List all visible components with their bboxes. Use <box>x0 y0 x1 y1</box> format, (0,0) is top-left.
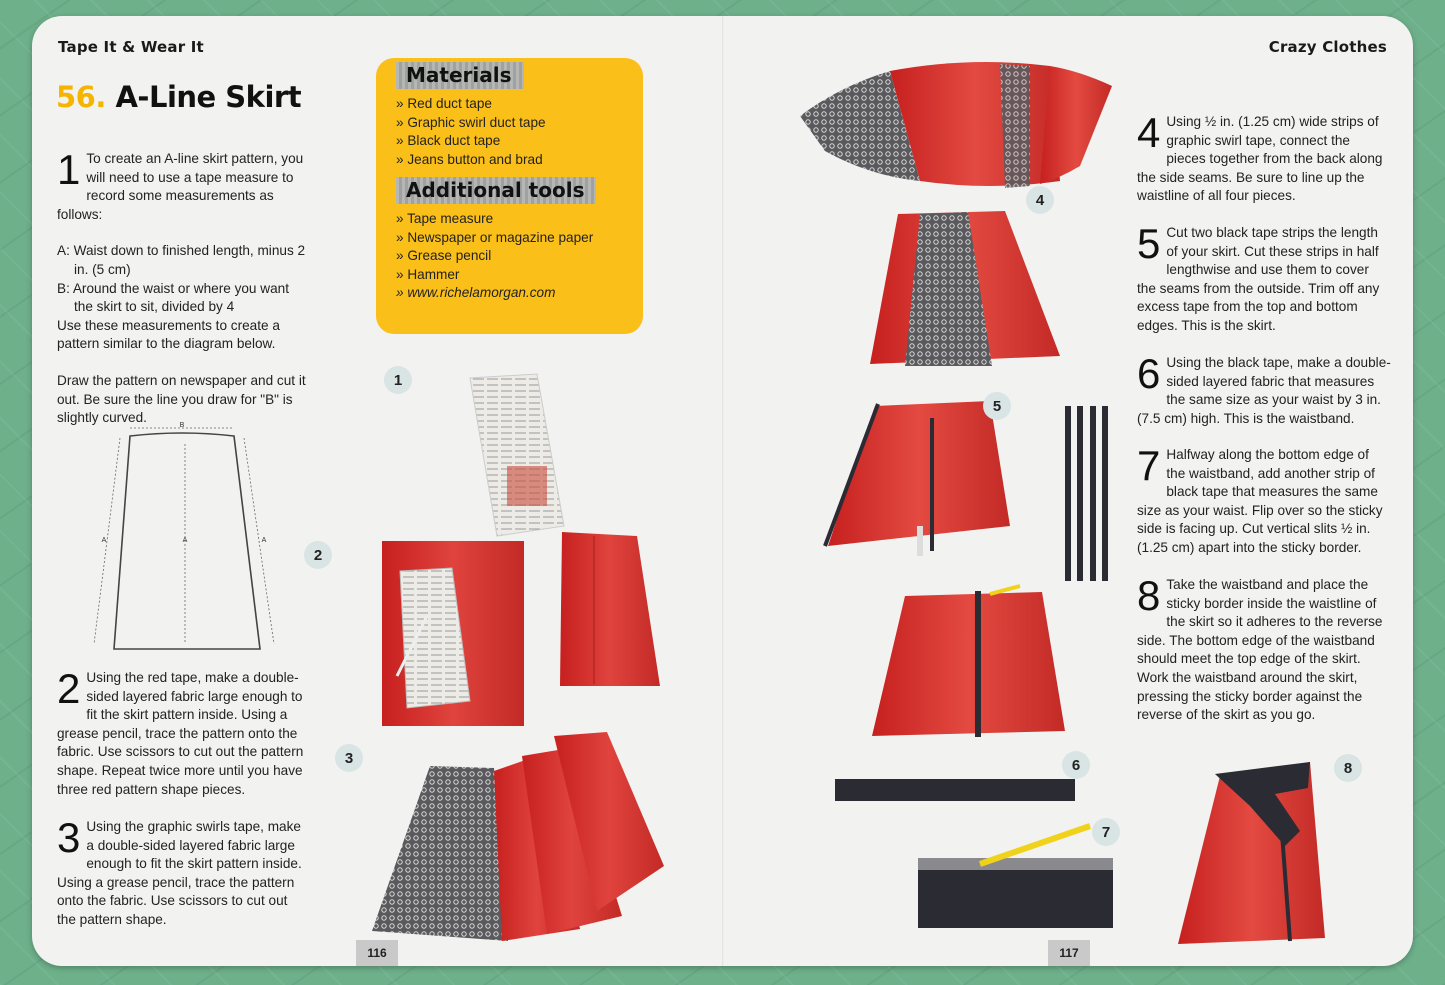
diagram-label-a-center: A <box>182 537 188 544</box>
step-number: 2 <box>57 665 81 712</box>
step-number: 7 <box>1137 442 1161 489</box>
diagram-label-a-left: A <box>101 537 107 544</box>
step-text: Cut two black tape strips the length of your skirt. Cut these strips in half lengthwise and use them to cover the seams from the outside. Trim off any excess tape from the top and bottom edges. This is the skirt. <box>1137 225 1380 333</box>
materials-list <box>396 95 643 169</box>
photo-badge: 7 <box>1092 818 1120 846</box>
photo-skirt-back <box>870 211 1060 366</box>
photo-attaching-waistband <box>1178 762 1325 944</box>
measurement-use: Use these measurements to create a pattern similar to the diagram below. <box>57 317 280 352</box>
step-1 <box>57 146 307 446</box>
step-text: Halfway along the bottom edge of the waistband, add another strip of black tape that measures the same size as your waist. Flip over so the sticky side is facing up. Cut vertical slits ½ in. (1.25 cm) apart into the sticky border. <box>1137 447 1383 555</box>
page-title <box>56 80 301 114</box>
draw-instructions: Draw the pattern on newspaper and cut it out. Be sure the line you draw for "B" is slightly curved. <box>57 372 306 426</box>
step-text: Using the graphic swirls tape, make a double-sided layered fabric large enough to fit the skirt pattern inside. Using a grease pencil, trace the pattern onto the fabric. Use scissors to cut out the pattern shape. <box>57 819 302 927</box>
running-header-right: Crazy Clothes <box>1268 38 1387 56</box>
page-number-right: 117 <box>1048 940 1090 966</box>
step-4 <box>1137 109 1387 206</box>
tools-item: » Grease pencil <box>396 247 643 266</box>
step-2 <box>57 665 305 799</box>
photo-badge: 6 <box>1062 751 1090 779</box>
running-header-left: Tape It & Wear It <box>58 38 204 56</box>
materials-item: » Graphic swirl duct tape <box>396 114 643 133</box>
step-5 <box>1137 220 1387 336</box>
photo-steps-left <box>332 346 672 946</box>
step-text: Take the waistband and place the sticky border inside the waistline of the skirt so it adheres to the reverse side. The bottom edge of the waistband should meet the top edge of the skirt. Work the waistband around the skirt, pressing the sticky border against the reverse of the skirt as you go. <box>1137 577 1383 723</box>
photo-red-tape-sheet <box>382 541 524 726</box>
photo-badge: 1 <box>384 366 412 394</box>
photo-waistband-slits <box>918 826 1113 928</box>
photo-badge: 8 <box>1334 754 1362 782</box>
measurement-a: A: Waist down to finished length, minus 2 in. (5 cm) <box>57 243 306 277</box>
materials-item: » Red duct tape <box>396 95 643 114</box>
photo-waistband <box>835 779 1075 801</box>
materials-item: » Jeans button and brad <box>396 151 643 170</box>
materials-box <box>376 58 643 334</box>
photo-badge: 4 <box>1026 186 1054 214</box>
photo-connected-panels <box>800 62 1112 188</box>
step-text: Using ½ in. (1.25 cm) wide strips of graphic swirl tape, connect the pieces together from the back along the side seams. Be sure to line up the waistline of all four pieces. <box>1137 114 1383 204</box>
step-number: 5 <box>1137 220 1161 267</box>
step-number: 1 <box>57 146 81 193</box>
step-8 <box>1137 572 1387 725</box>
step-text: Using the black tape, make a double-sided layered fabric that measures the same size as your waist by 3 in. (7.5 cm) high. This is the waistband. <box>1137 355 1391 426</box>
diagram-label-a-right: A <box>261 537 267 544</box>
step-text: To create an A-line skirt pattern, you will need to use a tape measure to record some measurements as follows: <box>57 151 304 222</box>
materials-heading: Materials <box>396 62 524 89</box>
photo-badge: 3 <box>335 744 363 772</box>
step-7 <box>1137 442 1387 558</box>
tools-list <box>396 210 643 303</box>
tools-item: » Newspaper or magazine paper <box>396 229 643 248</box>
book-spread <box>32 16 1413 966</box>
materials-item: » Black duct tape <box>396 132 643 151</box>
website-link[interactable]: » www.richelamorgan.com <box>396 284 643 303</box>
step-number: 6 <box>1137 350 1161 397</box>
step-number: 4 <box>1137 109 1161 156</box>
step-3 <box>57 814 305 930</box>
photo-badge: 5 <box>983 392 1011 420</box>
photo-cut-panels <box>372 732 664 941</box>
page-number-left: 116 <box>356 940 398 966</box>
photo-newspaper-pattern <box>470 374 564 536</box>
photo-black-strips <box>1065 406 1108 581</box>
project-number: 56. <box>56 80 106 114</box>
tools-heading: Additional tools <box>396 177 596 204</box>
tools-item: » Hammer <box>396 266 643 285</box>
photo-finished-skirt <box>872 586 1065 737</box>
step-number: 8 <box>1137 572 1161 619</box>
step-number: 3 <box>57 814 81 861</box>
photo-skirt-seams <box>825 401 1010 556</box>
photo-badge: 2 <box>304 541 332 569</box>
measurement-b: B: Around the waist or where you want the skirt to sit, divided by 4 <box>57 280 289 315</box>
photo-red-panel <box>560 532 660 686</box>
step-6 <box>1137 350 1391 428</box>
diagram-label-b: B <box>179 422 185 429</box>
pattern-diagram <box>82 416 282 656</box>
project-title: A-Line Skirt <box>115 80 302 114</box>
step-text: Using the red tape, make a double-sided layered fabric large enough to fit the skirt pattern inside. Using a grease pencil, trace the pattern onto the fabric. Use scissors to cut out the pattern shape. Repeat twice more until you have three red pattern shape pieces. <box>57 670 304 797</box>
tools-item: » Tape measure <box>396 210 643 229</box>
